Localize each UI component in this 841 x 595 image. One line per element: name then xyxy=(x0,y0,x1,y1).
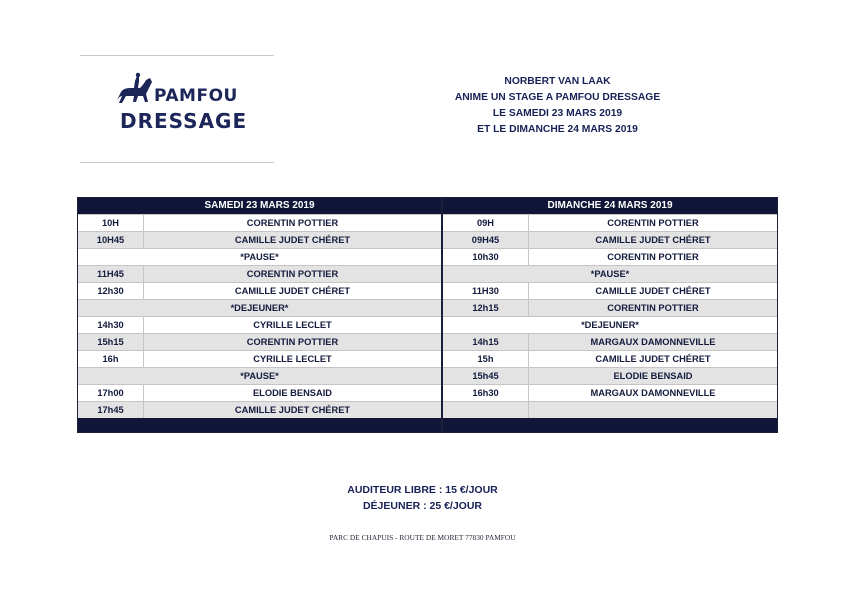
break-label: *PAUSE* xyxy=(240,371,279,381)
table-row xyxy=(78,231,441,248)
break-row xyxy=(78,367,441,384)
break-row xyxy=(78,248,441,265)
rider-name-cell: MARGAUX DAMONNEVILLE xyxy=(590,337,716,347)
time-cell: 14h30 xyxy=(78,317,144,333)
rider-name-cell: ELODIE BENSAID xyxy=(252,388,333,398)
logo-text-pamfou: PAMFOU xyxy=(154,86,238,106)
rider-name-cell: CORENTIN POTTIER xyxy=(246,269,339,279)
title-line-2: ANIME UN STAGE A PAMFOU DRESSAGE xyxy=(454,92,661,103)
time-cell: 17h45 xyxy=(78,402,144,418)
time-cell: 15h45 xyxy=(443,368,529,384)
rider-name-cell: CORENTIN POTTIER xyxy=(246,337,339,347)
rider-name-cell: CAMILLE JUDET CHÉRET xyxy=(595,235,711,245)
break-row xyxy=(78,299,441,316)
sunday-footer-bar xyxy=(443,418,777,432)
time-cell: 10H45 xyxy=(78,232,144,248)
rider-name-cell: CAMILLE JUDET CHÉRET xyxy=(234,286,351,296)
rider-name-cell: CORENTIN POTTIER xyxy=(607,252,699,262)
rider-name-cell: MARGAUX DAMONNEVILLE xyxy=(590,388,716,398)
bottom-divider xyxy=(80,162,274,163)
break-label: *DEJEUNER* xyxy=(230,303,289,313)
time-cell: 11H30 xyxy=(443,283,529,299)
time-cell: 16h xyxy=(78,351,144,367)
break-label: *PAUSE* xyxy=(240,252,279,262)
logo-text-dressage: DRESSAGE xyxy=(120,109,248,133)
rider-name-cell: CAMILLE JUDET CHÉRET xyxy=(234,235,351,245)
time-cell: 12h30 xyxy=(78,283,144,299)
table-row xyxy=(443,367,777,384)
break-row xyxy=(443,265,777,282)
table-row xyxy=(443,384,777,401)
time-cell: 10h30 xyxy=(443,249,529,265)
table-row xyxy=(443,248,777,265)
time-cell: 11H45 xyxy=(78,266,144,282)
auditor-price: AUDITEUR LIBRE : 15 €/JOUR xyxy=(347,484,498,496)
rider-name-cell xyxy=(529,402,777,418)
saturday-header: SAMEDI 23 MARS 2019 xyxy=(78,198,441,214)
sunday-header: DIMANCHE 24 MARS 2019 xyxy=(443,198,777,214)
event-title xyxy=(440,74,675,138)
time-cell: 15h xyxy=(443,351,529,367)
rider-name-cell: CORENTIN POTTIER xyxy=(246,218,339,228)
sunday-schedule-table xyxy=(442,197,778,433)
time-cell: 09H xyxy=(443,215,529,231)
rider-name-cell: CAMILLE JUDET CHÉRET xyxy=(234,405,351,415)
dressage-horse-rider-icon xyxy=(110,72,158,110)
table-row xyxy=(78,316,441,333)
table-row xyxy=(443,299,777,316)
time-cell: 12h15 xyxy=(443,300,529,316)
time-cell xyxy=(443,402,529,418)
break-row xyxy=(443,316,777,333)
rider-name-cell: ELODIE BENSAID xyxy=(613,371,693,381)
time-cell: 15h15 xyxy=(78,334,144,350)
table-row xyxy=(443,231,777,248)
rider-name-cell: CAMILLE JUDET CHÉRET xyxy=(595,286,711,296)
table-row xyxy=(78,265,441,282)
break-label: *PAUSE* xyxy=(590,269,630,279)
rider-name-cell: CAMILLE JUDET CHÉRET xyxy=(595,354,711,364)
time-cell: 14h15 xyxy=(443,334,529,350)
saturday-schedule-table xyxy=(77,197,442,433)
table-row xyxy=(78,282,441,299)
table-row xyxy=(443,282,777,299)
table-row xyxy=(443,214,777,231)
rider-name-cell: CYRILLE LECLET xyxy=(253,354,332,364)
table-row xyxy=(78,333,441,350)
table-row xyxy=(443,333,777,350)
venue-address: PARC DE CHAPUIS - ROUTE DE MORET 77830 PAMFOU xyxy=(329,533,516,542)
time-cell: 09H45 xyxy=(443,232,529,248)
table-row xyxy=(78,214,441,231)
table-row xyxy=(443,401,777,418)
break-label: *DEJEUNER* xyxy=(581,320,639,330)
table-row xyxy=(78,401,441,418)
table-row xyxy=(443,350,777,367)
top-divider xyxy=(80,55,274,56)
title-line-1: NORBERT VAN LAAK xyxy=(504,76,611,87)
rider-name-cell: CYRILLE LECLET xyxy=(253,320,332,330)
title-line-4: ET LE DIMANCHE 24 MARS 2019 xyxy=(477,124,638,135)
time-cell: 10H xyxy=(78,215,144,231)
rider-name-cell: CORENTIN POTTIER xyxy=(607,303,699,313)
logo xyxy=(110,72,250,132)
title-line-3: LE SAMEDI 23 MARS 2019 xyxy=(492,108,623,119)
saturday-footer-bar xyxy=(78,418,441,432)
time-cell: 17h00 xyxy=(78,385,144,401)
table-row xyxy=(78,350,441,367)
table-row xyxy=(78,384,441,401)
lunch-price: DÉJEUNER : 25 €/JOUR xyxy=(362,500,483,512)
rider-name-cell: CORENTIN POTTIER xyxy=(607,218,699,228)
time-cell: 16h30 xyxy=(443,385,529,401)
